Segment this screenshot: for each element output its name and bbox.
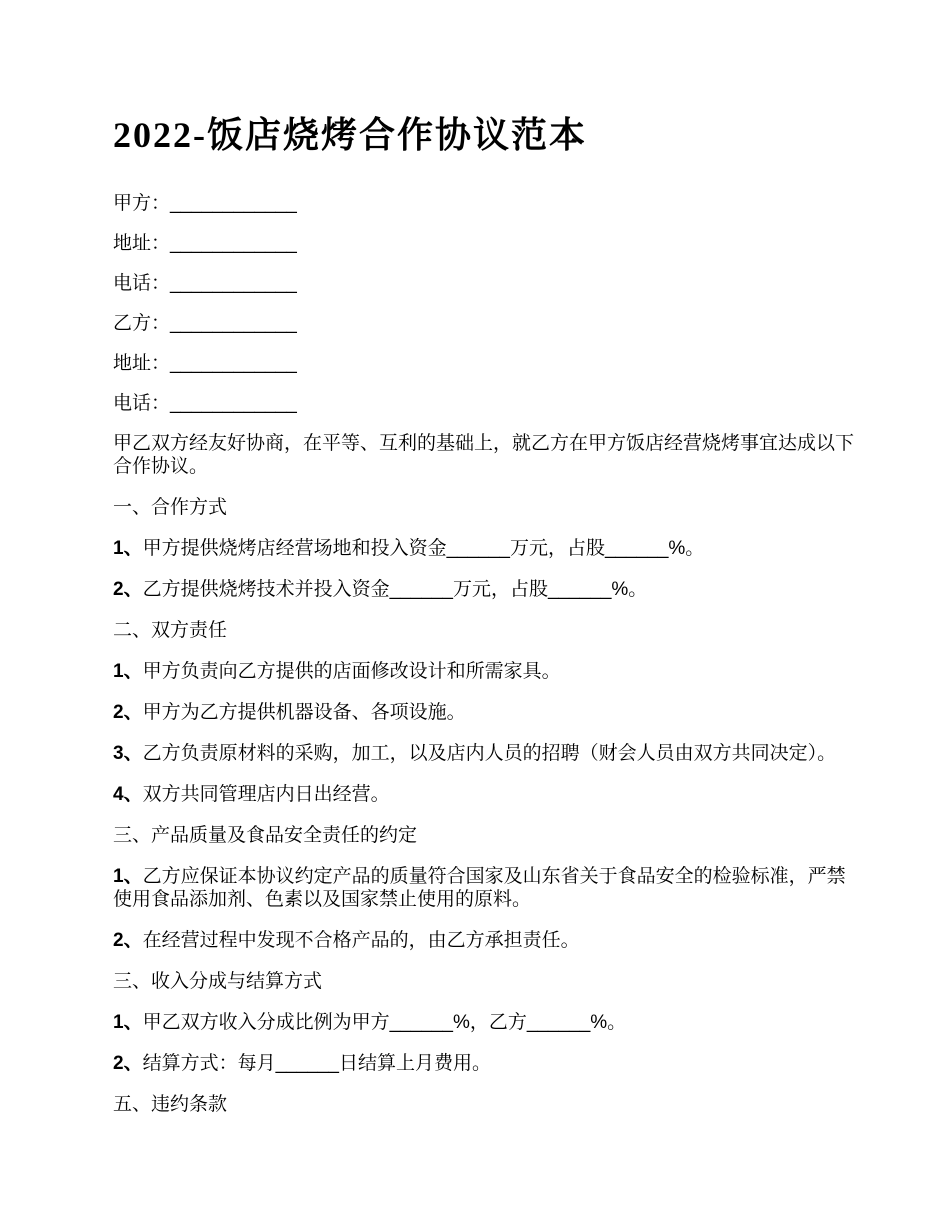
clause-item [113,1011,858,1034]
field-label: 乙方： [113,313,171,334]
clause-text: 甲方提供烧烤店经营场地和投入资金______万元，占股______%。 [142,538,705,559]
field-label: 电话： [113,273,171,294]
field-blank-line: ____________ [170,233,297,254]
clause-text: 双方共同管理店内日出经营。 [142,784,390,805]
clause-item [113,1052,858,1075]
clause-text: 结算方式：每月______日结算上月费用。 [142,1053,491,1074]
clause-item [113,865,858,911]
clause-number: 2、 [113,1053,143,1074]
field-blank-line: ____________ [170,313,297,334]
clause-number: 2、 [113,930,143,951]
field-label: 甲方： [113,193,171,214]
section-heading-cooperation-method: 一、合作方式 [113,497,228,518]
field-label: 地址： [113,353,171,374]
clause-item [113,578,858,601]
clause-number: 2、 [113,579,143,600]
section-heading-revenue-split: 三、收入分成与结算方式 [113,971,323,992]
party-a-phone-row [113,272,858,295]
clause-number: 1、 [113,538,143,559]
field-blank-line: ____________ [170,353,297,374]
party-a-address-row [113,232,858,255]
clause-text: 在经营过程中发现不合格产品的，由乙方承担责任。 [142,930,580,951]
clause-text: 甲乙双方收入分成比例为甲方______%，乙方______%。 [142,1012,627,1033]
clause-text: 甲方负责向乙方提供的店面修改设计和所需家具。 [142,661,561,682]
field-label: 地址： [113,233,171,254]
clause-number: 1、 [113,866,143,887]
intro-paragraph: 甲乙双方经友好协商，在平等、互利的基础上，就乙方在甲方饭店经营烧烤事宜达成以下合作协议。 [113,433,855,477]
clause-text: 乙方应保证本协议约定产品的质量符合国家及山东省关于食品安全的检验标准，严禁使用食品添加剂、色素以及国家禁止使用的原料。 [113,866,846,910]
field-blank-line: ____________ [170,193,297,214]
clause-item [113,929,858,952]
clause-text: 乙方提供烧烤技术并投入资金______万元，占股______%。 [142,579,648,600]
clause-item [113,660,858,683]
clause-item [113,701,858,724]
section-heading-responsibilities: 二、双方责任 [113,620,228,641]
party-a-name-row [113,192,858,215]
clause-item [113,537,858,560]
field-blank-line: ____________ [170,393,297,414]
clause-number: 4、 [113,784,143,805]
field-blank-line: ____________ [170,273,297,294]
clause-item [113,783,858,806]
document-title: 2022-饭店烧烤合作协议范本 [113,115,587,155]
clause-text: 乙方负责原材料的采购，加工，以及店内人员的招聘（财会人员由双方共同决定）。 [142,743,837,764]
clause-number: 2、 [113,702,143,723]
clause-number: 1、 [113,1012,143,1033]
party-b-phone-row [113,392,858,415]
party-b-name-row [113,312,858,335]
section-heading-quality-safety: 三、产品质量及食品安全责任的约定 [113,825,418,846]
party-b-address-row [113,352,858,375]
clause-number: 3、 [113,743,143,764]
clause-number: 1、 [113,661,143,682]
clause-item [113,742,858,765]
document-content [113,112,858,1116]
clause-text: 甲方为乙方提供机器设备、各项设施。 [142,702,466,723]
field-label: 电话： [113,393,171,414]
section-heading-breach: 五、违约条款 [113,1094,228,1115]
